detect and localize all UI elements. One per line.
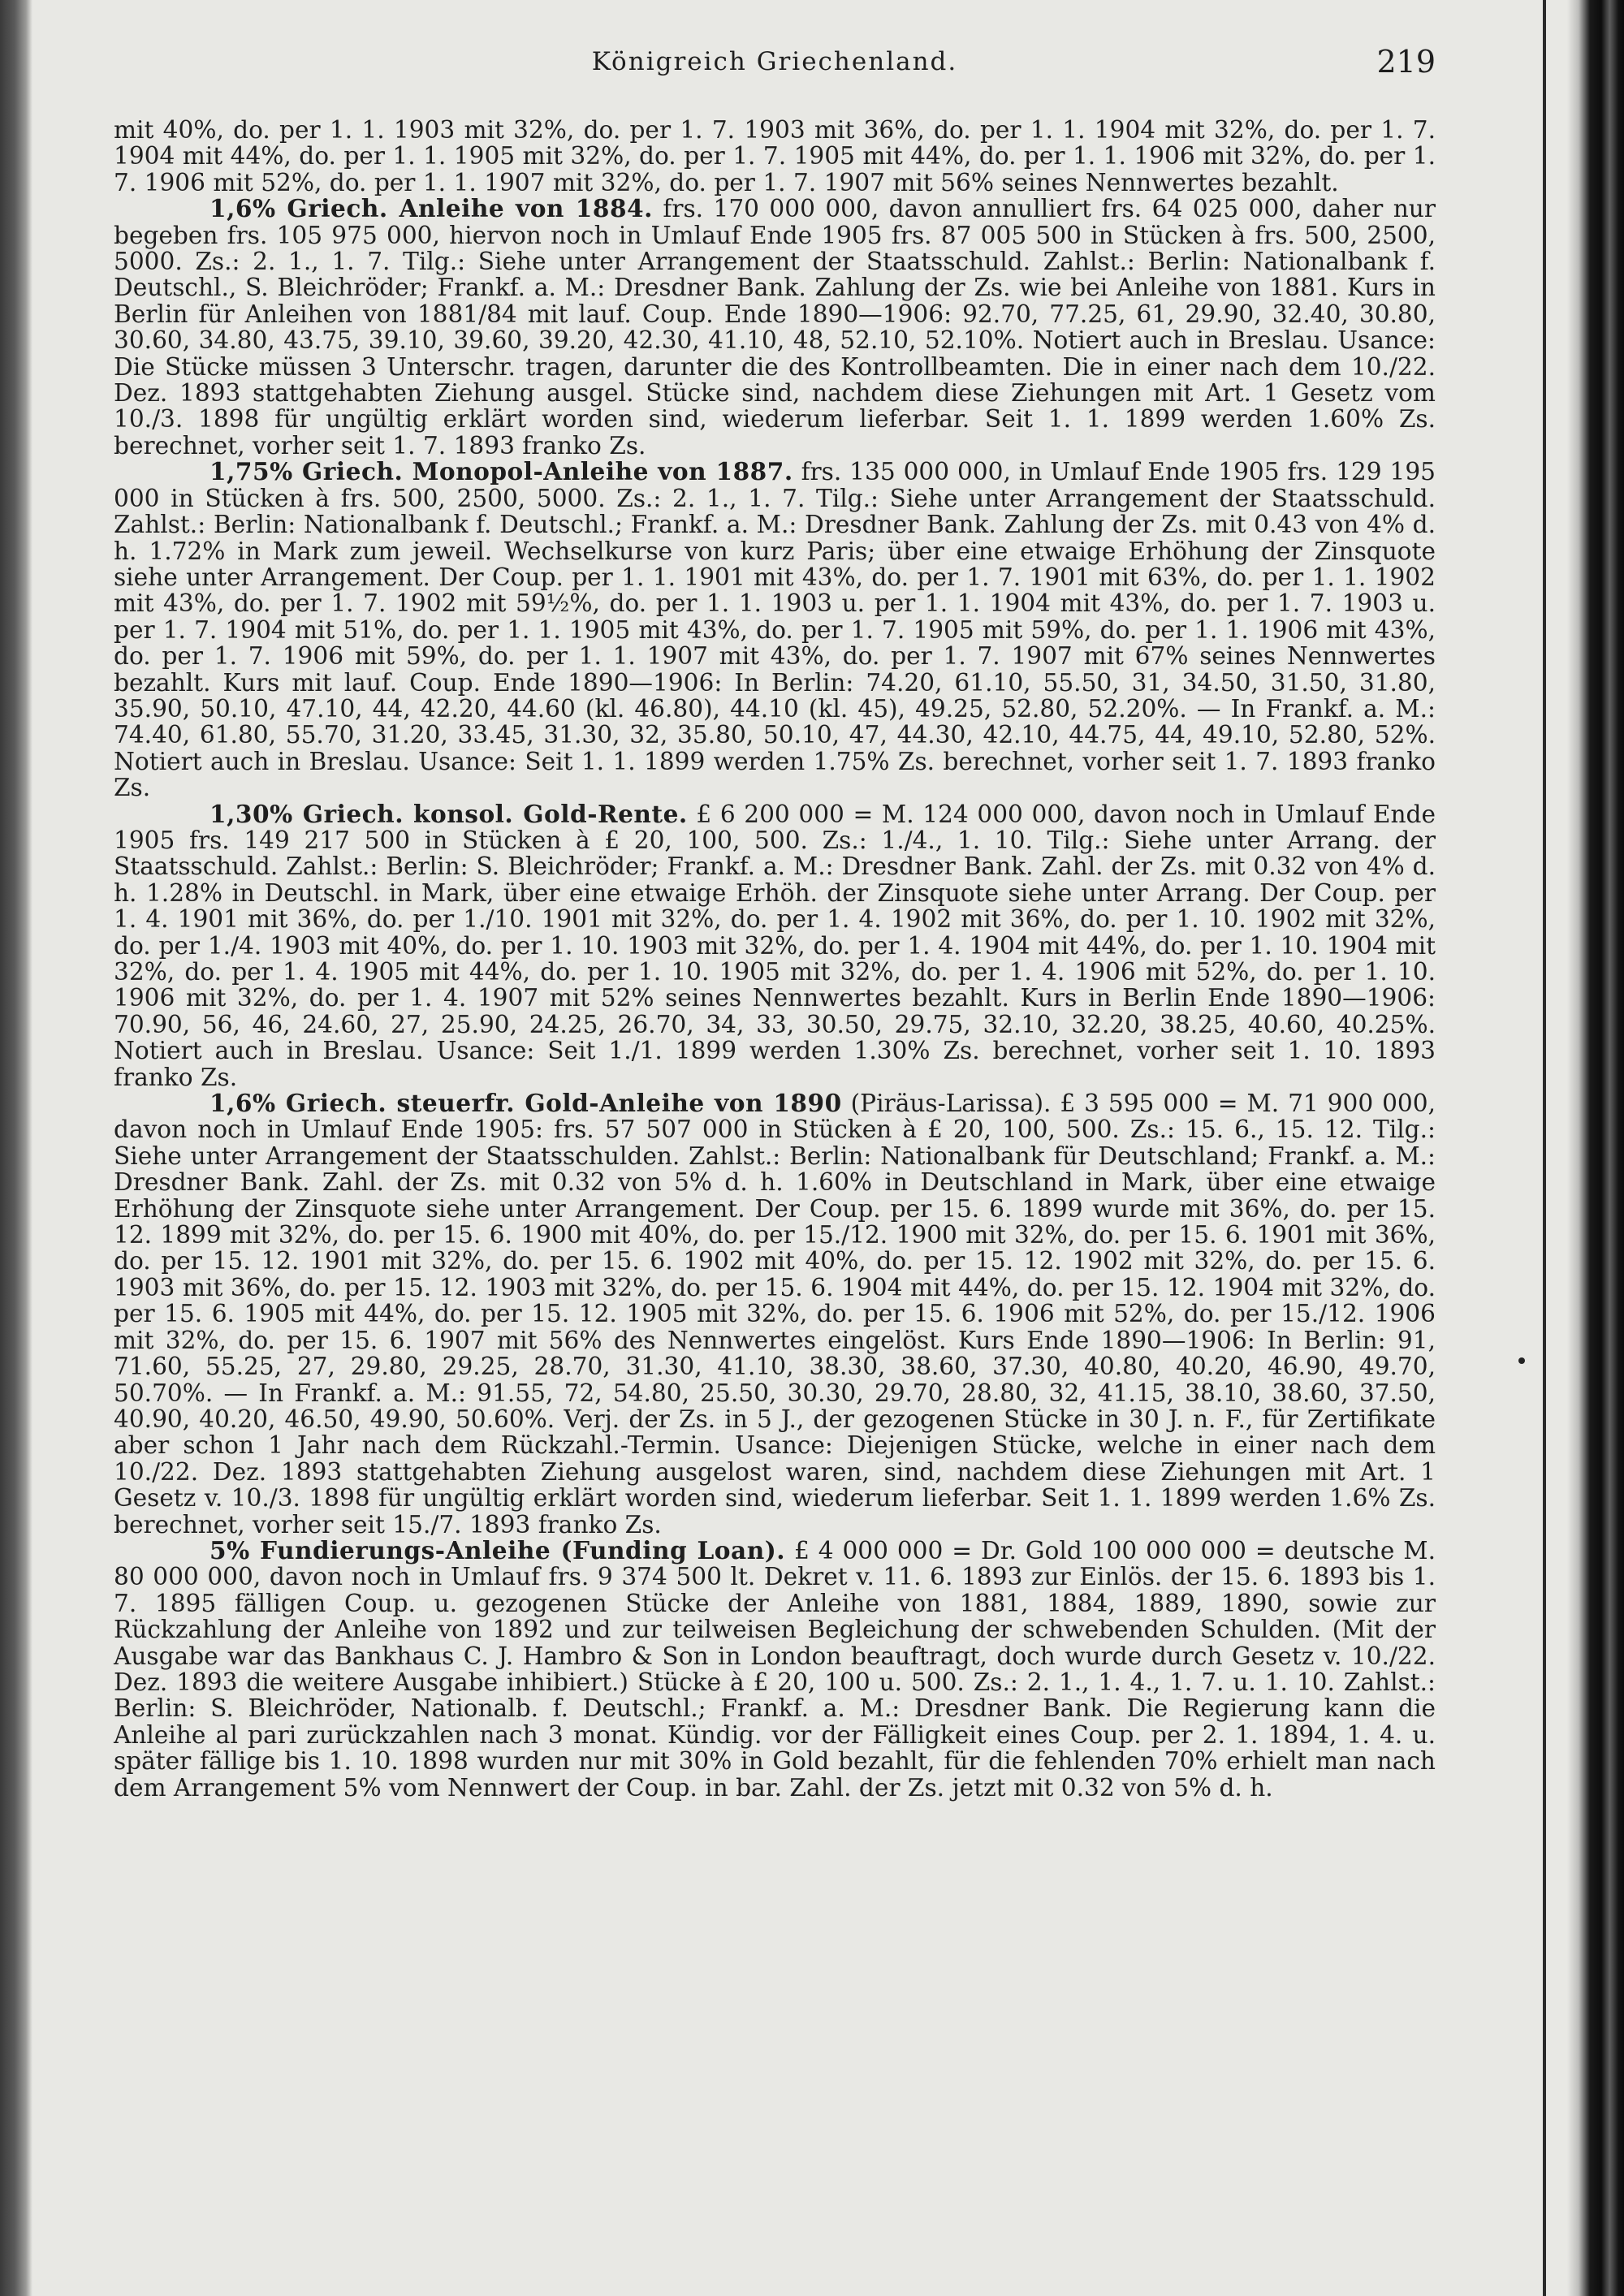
print-speck bbox=[1518, 1357, 1525, 1364]
entry-text: frs. 170 000 000, davon annulliert frs. 64 025 000, daher nur begeben frs. 105 975 000, hiervon noch in Umlauf Ende 1905 frs. 87 005 500 in Stücken à frs. 500, 2500, 5000. Zs.: 2. 1., 1. 7. Tilg.: Siehe unter Arrangement der Staatsschuld. Zahlst.: Berlin: Nationalbank f. Deutschl., S. Bleichröder; Frankf. a. M.: Dresdner Bank. Zahlung der Zs. wie bei Anleihe von 1881. Kurs in Berlin für Anleihen von 1881/84 mit lauf. Coup. Ende 1890—1906: 92.70, 77.25, 61, 29.90, 32.40, 30.80, 30.60, 34.80, 43.75, 39.10, 39.60, 39.20, 42.30, 41.10, 48, 52.10, 52.10%. Notiert auch in Breslau. Usance: Die Stücke müssen 3 Unterschr. tragen, darunter die des Kontrollbeamten. Die in einer nach dem 10./22. Dez. 1893 stattgehabten Ziehung ausgel. Stücke sind, nachdem diese Ziehungen mit Art. 1 Gesetz vom 10./3. 1898 für ungültig erklärt worden sind, wiederum lieferbar. Seit 1. 1. 1899 werden 1.60% Zs. berechnet, vorher seit 1. 7. 1893 franko Zs. bbox=[114, 195, 1436, 460]
running-header bbox=[114, 42, 1436, 86]
scan-edge-right bbox=[1567, 0, 1624, 2296]
entry-continuation bbox=[114, 117, 1436, 196]
entry-konsol-gold-rente bbox=[114, 801, 1436, 1090]
entry-text: £ 6 200 000 = M. 124 000 000, davon noch in Umlauf Ende 1905 frs. 149 217 500 in Stücken à £ 20, 100, 500. Zs.: 1./4., 1. 10. Tilg.: Siehe unter Arrang. der Staatsschuld. Zahlst.: Berlin: S. Bleichröder; Frankf. a. M.: Dresdner Bank. Zahl. der Zs. mit 0.32 von 4% d. h. 1.28% in Deutschl. in Mark, über eine etwaige Erhöh. der Zinsquote siehe unter Arrang. Der Coup. per 1. 4. 1901 mit 36%, do. per 1./10. 1901 mit 32%, do. per 1. 4. 1902 mit 36%, do. per 1. 10. 1902 mit 32%, do. per 1./4. 1903 mit 40%, do. per 1. 10. 1903 mit 32%, do. per 1. 4. 1904 mit 44%, do. per 1. 10. 1904 mit 32%, do. per 1. 4. 1905 mit 44%, do. per 1. 10. 1905 mit 32%, do. per 1. 4. 1906 mit 52%, do. per 1. 10. 1906 mit 32%, do. per 1. 4. 1907 mit 52% seines Nennwertes bezahlt. Kurs in Berlin Ende 1890—1906: 70.90, 56, 46, 24.60, 27, 25.90, 24.25, 26.70, 34, 33, 30.50, 29.75, 32.10, 32.20, 38.25, 40.60, 40.25%. Notiert auch in Breslau. Usance: Seit 1./1. 1899 werden 1.30% Zs. berechnet, vorher seit 1. 10. 1893 franko Zs. bbox=[114, 800, 1436, 1091]
entry-heading: 1,6% Griech. Anleihe von 1884. bbox=[209, 194, 653, 223]
entry-monopol-anleihe-1887 bbox=[114, 459, 1436, 801]
entry-heading: 1,30% Griech. konsol. Gold-Rente. bbox=[209, 799, 688, 828]
scan-edge-left bbox=[0, 0, 32, 2296]
entry-text: mit 40%, do. per 1. 1. 1903 mit 32%, do. per 1. 7. 1903 mit 36%, do. per 1. 1. 1904 mit 32%, do. per 1. 7. 1904 mit 44%, do. per 1. 1. 1905 mit 32%, do. per 1. 7. 1905 mit 44%, do. per 1. 1. 1906 mit 32%, do. per 1. 7. 1906 mit 52%, do. per 1. 1. 1907 mit 32%, do. per 1. 7. 1907 mit 56% seines Nennwertes bezahlt. bbox=[114, 116, 1436, 196]
entry-heading: 5% Fundierungs-Anleihe (Funding Loan). bbox=[209, 1535, 786, 1564]
entry-heading: 1,75% Griech. Monopol-Anleihe von 1887. bbox=[209, 457, 793, 486]
page-number: 219 bbox=[1376, 44, 1436, 80]
running-title: Königreich Griechenland. bbox=[591, 47, 958, 76]
entry-heading: 1,6% Griech. steuerfr. Gold-Anleihe von 1890 bbox=[209, 1089, 842, 1118]
entry-funding-loan bbox=[114, 1535, 1436, 1802]
entry-text: £ 4 000 000 = Dr. Gold 100 000 000 = deutsche M. 80 000 000, davon noch in Umlauf frs. 9 374 500 lt. Dekret v. 11. 6. 1893 zur Einlös. der 15. 6. 1893 bis 1. 7. 1895 fälligen Coup. u. gezogenen Stücke der Anleihe von 1881, 1884, 1889, 1890, sowie zur Rückzahlung der Anleihe von 1892 und zur teilweisen Begleichung der schwebenden Schulden. (Mit der Ausgabe war das Bankhaus C. J. Hambro & Son in London beauftragt, doch wurde durch Gesetz v. 10./22. Dez. 1893 die weitere Ausgabe inhibiert.) Stücke à £ 20, 100 u. 500. Zs.: 2. 1., 1. 4., 1. 7. u. 1. 10. Zahlst.: Berlin: S. Bleichröder, Nationalb. f. Deutschl.; Frankf. a. M.: Dresdner Bank. Die Regierung kann die Anleihe al pari zurückzahlen nach 3 monat. Kündig. vor der Fälligkeit eines Coup. per 2. 1. 1894, 1. 4. u. später fällige bis 1. 10. 1898 wurden nur mit 30% in Gold bezahlt, für die fehlenden 70% erhielt man nach dem Arrangement 5% vom Nennwert der Coup. in bar. Zahl. der Zs. jetzt mit 0.32 von 5% d. h. bbox=[114, 1536, 1436, 1802]
entry-text: (Piräus-Larissa). £ 3 595 000 = M. 71 900 000, davon noch in Umlauf Ende 1905: frs. 57 507 000 in Stücken à £ 20, 100, 500. Zs.: 15. 6., 15. 12. Tilg.: Siehe unter Arrangement der Staatsschulden. Zahlst.: Berlin: Nationalbank für Deutschland; Frankf. a. M.: Dresdner Bank. Zahl. der Zs. mit 0.32 von 5% d. h. 1.60% in Deutschland in Mark, über eine etwaige Erhöhung der Zinsquote siehe unter Arrangement. Der Coup. per 15. 6. 1899 wurde mit 36%, do. per 15. 12. 1899 mit 32%, do. per 15. 6. 1900 mit 40%, do. per 15./12. 1900 mit 32%, do. per 15. 6. 1901 mit 36%, do. per 15. 12. 1901 mit 32%, do. per 15. 6. 1902 mit 40%, do. per 15. 12. 1902 mit 32%, do. per 15. 6. 1903 mit 36%, do. per 15. 12. 1903 mit 32%, do. per 15. 6. 1904 mit 44%, do. per 15. 12. 1904 mit 32%, do. per 15. 6. 1905 mit 44%, do. per 15. 12. 1905 mit 32%, do. per 15. 6. 1906 mit 52%, do. per 15./12. 1906 mit 32%, do. per 15. 6. 1907 mit 56% des Nennwertes eingelöst. Kurs Ende 1890—1906: In Berlin: 91, 71.60, 55.25, 27, 29.80, 29.25, 28.70, 31.30, 41.10, 38.30, 38.60, 37.30, 40.80, 40.20, 46.90, 49.70, 50.70%. — In Frankf. a. M.: 91.55, 72, 54.80, 25.50, 30.30, 29.70, 28.80, 32, 41.15, 38.10, 38.60, 37.50, 40.90, 40.20, 46.50, 49.90, 50.60%. Verj. der Zs. in 5 J., der gezogenen Stücke in 30 J. n. F., für Zertifikate aber schon 1 Jahr nach dem Rückzahl.-Termin. Usance: Diejenigen Stücke, welche in einer nach dem 10./22. Dez. 1893 stattgehabten Ziehung ausgelost waren, sind, nachdem diese Ziehungen mit Art. 1 Gesetz v. 10./3. 1898 für ungültig erklärt worden sind, wiederum lieferbar. Seit 1. 1. 1899 werden 1.6% Zs. berechnet, vorher seit 15./7. 1893 franko Zs. bbox=[114, 1090, 1436, 1539]
page bbox=[114, 42, 1436, 1801]
entry-text: frs. 135 000 000, in Umlauf Ende 1905 frs. 129 195 000 in Stücken à frs. 500, 2500, 5000. Zs.: 2. 1., 1. 7. Tilg.: Siehe unter Arrangement der Staatsschuld. Zahlst.: Berlin: Nationalbank f. Deutschl.; Frankf. a. M.: Dresdner Bank. Zahlung der Zs. mit 0.43 von 4% d. h. 1.72% in Mark zum jeweil. Wechselkurse von kurz Paris; über eine etwaige Erhöhung der Zinsquote siehe unter Arrangement. Der Coup. per 1. 1. 1901 mit 43%, do. per 1. 7. 1901 mit 63%, do. per 1. 1. 1902 mit 43%, do. per 1. 7. 1902 mit 59½%, do. per 1. 1. 1903 u. per 1. 1. 1904 mit 43%, do. per 1. 7. 1903 u. per 1. 7. 1904 mit 51%, do. per 1. 1. 1905 mit 43%, do. per 1. 7. 1905 mit 59%, do. per 1. 1. 1906 mit 43%, do. per 1. 7. 1906 mit 59%, do. per 1. 1. 1907 mit 43%, do. per 1. 7. 1907 mit 67% seines Nennwertes bezahlt. Kurs mit lauf. Coup. Ende 1890—1906: In Berlin: 74.20, 61.10, 55.50, 31, 34.50, 31.50, 31.80, 35.90, 50.10, 47.10, 44, 42.20, 44.60 (kl. 46.80), 44.10 (kl. 45), 49.25, 52.80, 52.20%. — In Frankf. a. M.: 74.40, 61.80, 55.70, 31.20, 33.45, 31.30, 32, 35.80, 50.10, 47, 44.30, 42.10, 44.75, 44, 49.10, 52.80, 52%. Notiert auch in Breslau. Usance: Seit 1. 1. 1899 werden 1.75% Zs. berechnet, vorher seit 1. 7. 1893 franko Zs. bbox=[114, 458, 1436, 802]
entry-gold-anleihe-1890 bbox=[114, 1090, 1436, 1538]
entry-anleihe-1884 bbox=[114, 196, 1436, 459]
scan-fold-line bbox=[1543, 0, 1546, 2296]
